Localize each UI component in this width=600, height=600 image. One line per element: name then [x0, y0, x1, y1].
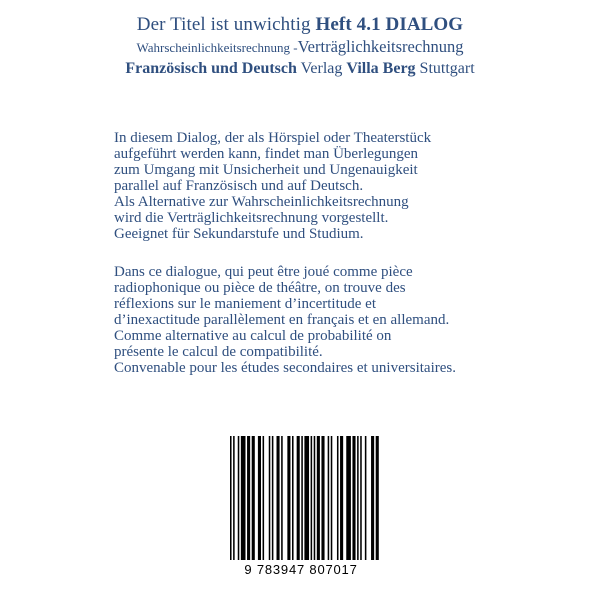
barcode-bar — [287, 436, 290, 560]
isbn-digits: 9 783947 807017 — [244, 562, 358, 577]
barcode-bar — [371, 436, 374, 560]
issue-label: Heft 4.1 DIALOG — [315, 14, 464, 35]
barcode-bar — [301, 436, 303, 560]
languages-label: Französisch und Deutsch — [125, 60, 297, 77]
barcode-bar — [281, 436, 283, 560]
barcode-bar — [292, 436, 294, 560]
barcode-bar — [360, 436, 362, 560]
barcode-bar — [317, 436, 320, 560]
barcode-bar — [337, 436, 339, 560]
barcode-bar — [311, 436, 313, 560]
german-line: parallel auf Französisch und auf Deutsch. — [114, 178, 364, 194]
barcode-bar — [277, 436, 280, 560]
barcode-bar — [297, 436, 300, 560]
french-line: Comme alternative au calcul de probabilité on — [114, 328, 392, 344]
german-line: In diesem Dialog, der als Hörspiel oder Theaterstück — [114, 130, 432, 146]
barcode-bar — [233, 436, 235, 560]
german-description — [114, 130, 494, 242]
barcode-bar — [238, 436, 240, 560]
subtitle-compatibility: Verträglichkeitsrechnung — [297, 37, 464, 56]
barcode-bar — [352, 436, 355, 560]
barcode-bar — [376, 436, 379, 560]
publisher-city: Stuttgart — [415, 60, 475, 77]
french-line: radiophonique ou pièce de théâtre, on trouve des — [114, 280, 406, 296]
barcode-bar — [331, 436, 333, 560]
barcode-bar — [247, 436, 250, 560]
german-line: Geeignet für Sekundarstufe und Studium. — [114, 226, 364, 242]
barcode-bars — [222, 436, 380, 566]
german-line: wird die Verträglichkeitsrechnung vorgestellt. — [114, 210, 389, 226]
barcode-bar — [230, 436, 232, 560]
barcode-bar — [269, 436, 271, 560]
barcode-bar — [304, 436, 309, 560]
barcode-bar — [365, 436, 367, 560]
barcode-bar — [252, 436, 255, 560]
german-line: aufgeführt werden kann, findet man Überlegungen — [114, 146, 419, 162]
french-line: réflexions sur le maniement d’incertitude et — [114, 296, 376, 312]
isbn-barcode — [222, 436, 380, 582]
barcode-bar — [340, 436, 343, 560]
barcode-bar — [314, 436, 316, 560]
french-line: Convenable pour les études secondaires et universitaires. — [114, 360, 456, 376]
german-line: Als Alternative zur Wahrscheinlichkeitsrechnung — [114, 194, 409, 210]
barcode-bar — [328, 436, 330, 560]
barcode-bar — [346, 436, 351, 560]
german-line: zum Umgang mit Unsicherheit und Ungenauigkeit — [114, 162, 418, 178]
barcode-bar — [263, 436, 265, 560]
barcode-bar — [241, 436, 246, 560]
barcode-bar — [258, 436, 261, 560]
header-title-line — [0, 14, 600, 36]
publisher-prefix: Verlag — [296, 60, 347, 77]
barcode-bar — [272, 436, 274, 560]
french-line: d’inexactitude parallèlement en français et en allemand. — [114, 312, 450, 328]
header-publisher-line — [0, 59, 600, 79]
french-description — [114, 264, 494, 376]
barcode-bar — [321, 436, 324, 560]
publisher-name: Villa Berg — [346, 60, 416, 77]
french-line: Dans ce dialogue, qui peut être joué comme pièce — [114, 264, 413, 280]
french-line: présente le calcul de compatibilité. — [114, 344, 323, 360]
title-text: Der Titel ist unwichtig — [136, 14, 316, 35]
subtitle-probability: Wahrscheinlichkeitsrechnung - — [136, 40, 298, 55]
barcode-bar — [357, 436, 359, 560]
cover-header — [0, 14, 600, 79]
header-subtitle-line — [0, 37, 600, 58]
